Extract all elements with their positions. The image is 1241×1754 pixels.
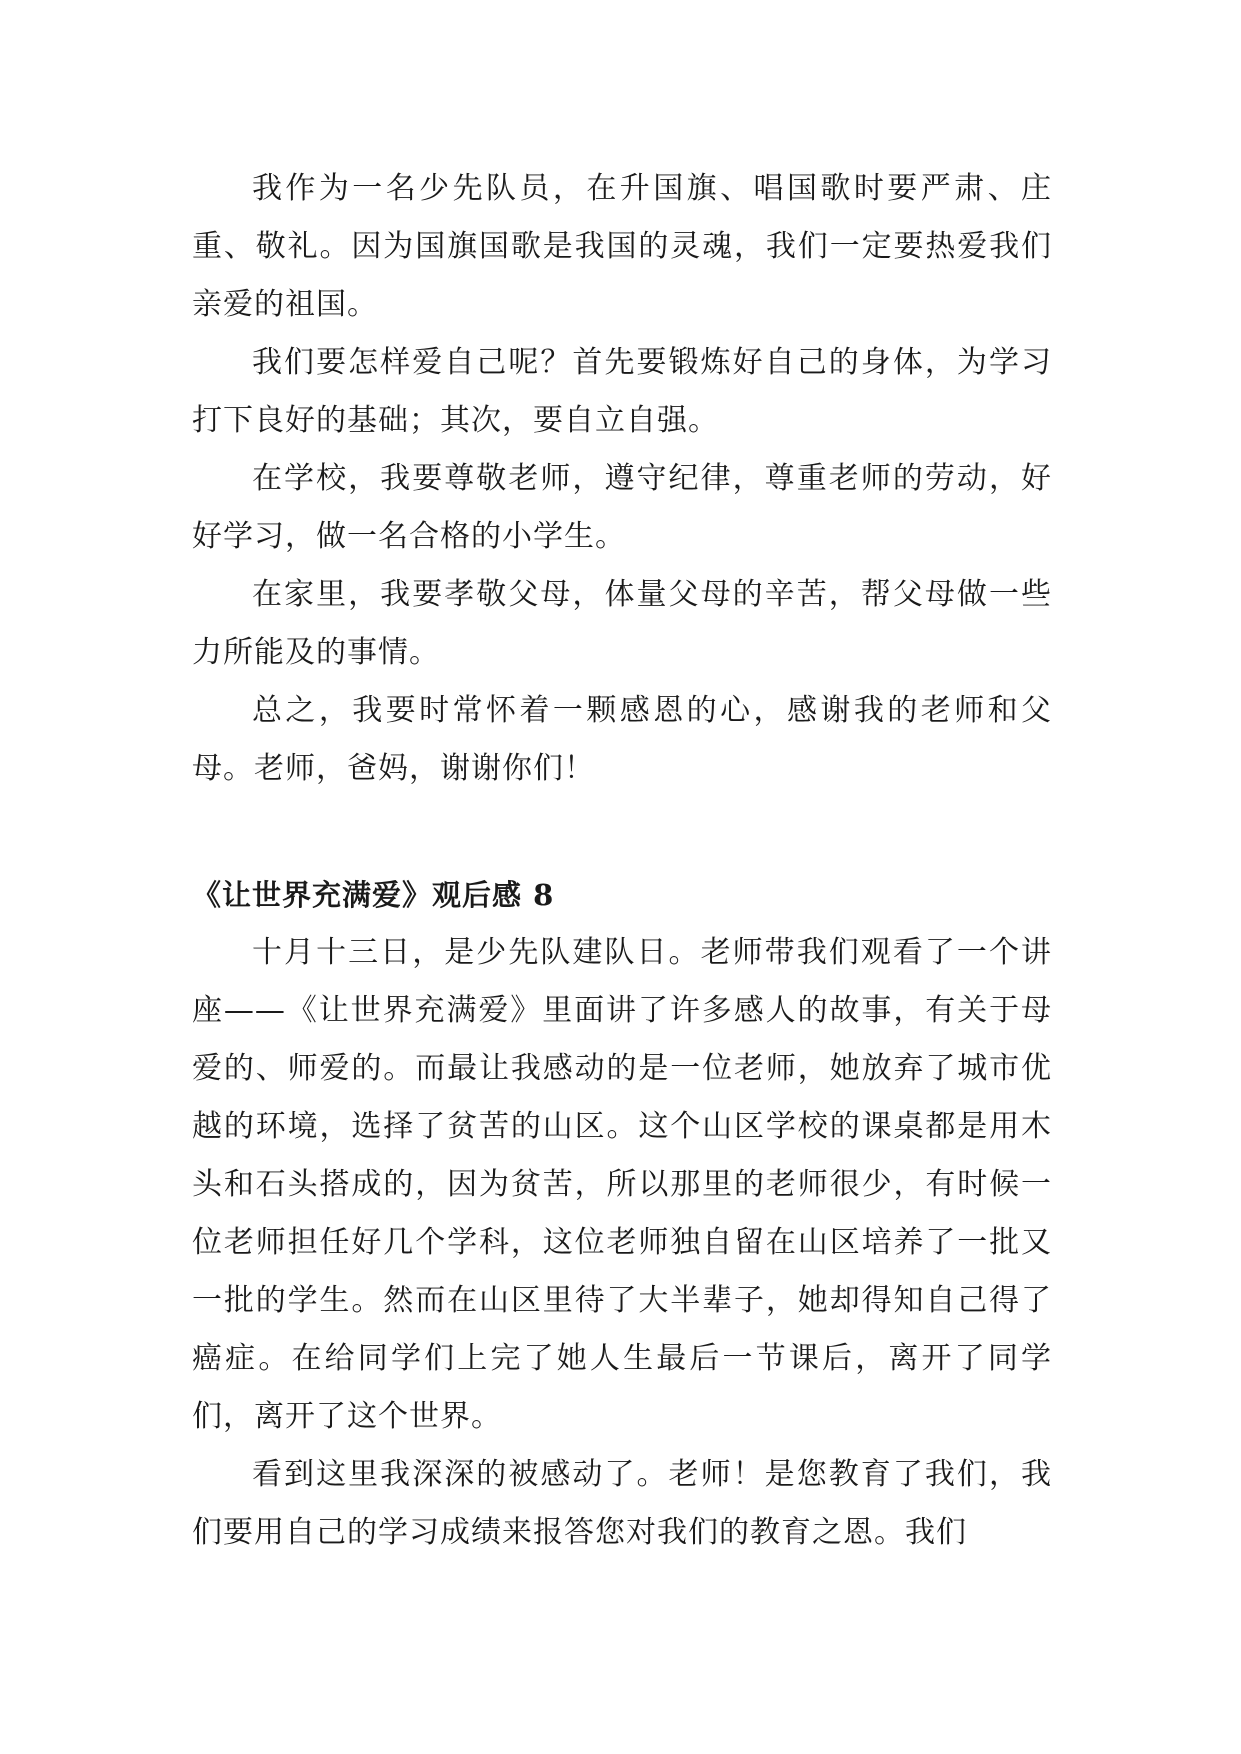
paragraph: 我作为一名少先队员，在升国旗、唱国歌时要严肃、庄重、敬礼。因为国旗国歌是我国的灵魂，我们一定要热爱我们亲爱的祖国。 [192, 171, 1052, 322]
paragraph: 十月十三日，是少先队建队日。老师带我们观看了一个讲座——《让世界充满爱》里面讲了许多感人的故事，有关于母爱的、师爱的。而最让我感动的是一位老师，她放弃了城市优越的环境，选择了贫苦的山区。这个山区学校的课桌都是用木头和石头搭成的，因为贫苦，所以那里的老师很少，有时候一位老师担任好几个学科，这位老师独自留在山区培养了一批又一批的学生。然而在山区里待了大半辈子，她却得知自己得了癌症。在给同学们上完了她人生最后一节课后，离开了同学们，离开了这个世界。 [192, 935, 1052, 1434]
section-heading: 《让世界充满爱》观后感 8 [192, 878, 555, 912]
paragraph: 在家里，我要孝敬父母，体量父母的辛苦，帮父母做一些力所能及的事情。 [192, 577, 1052, 670]
paragraph: 总之，我要时常怀着一颗感恩的心，感谢我的老师和父母。老师，爸妈，谢谢你们！ [192, 693, 1052, 786]
section-review-8 [192, 866, 1052, 1562]
document-page [192, 160, 1052, 1562]
section-gratitude [192, 160, 1052, 798]
section-spacer [192, 798, 1052, 866]
paragraph: 我们要怎样爱自己呢？首先要锻炼好自己的身体，为学习打下良好的基础；其次，要自立自强。 [192, 345, 1052, 438]
paragraph: 在学校，我要尊敬老师，遵守纪律，尊重老师的劳动，好好学习，做一名合格的小学生。 [192, 461, 1052, 554]
paragraph: 看到这里我深深的被感动了。老师！是您教育了我们，我们要用自己的学习成绩来报答您对我们的教育之恩。我们 [192, 1457, 1052, 1550]
